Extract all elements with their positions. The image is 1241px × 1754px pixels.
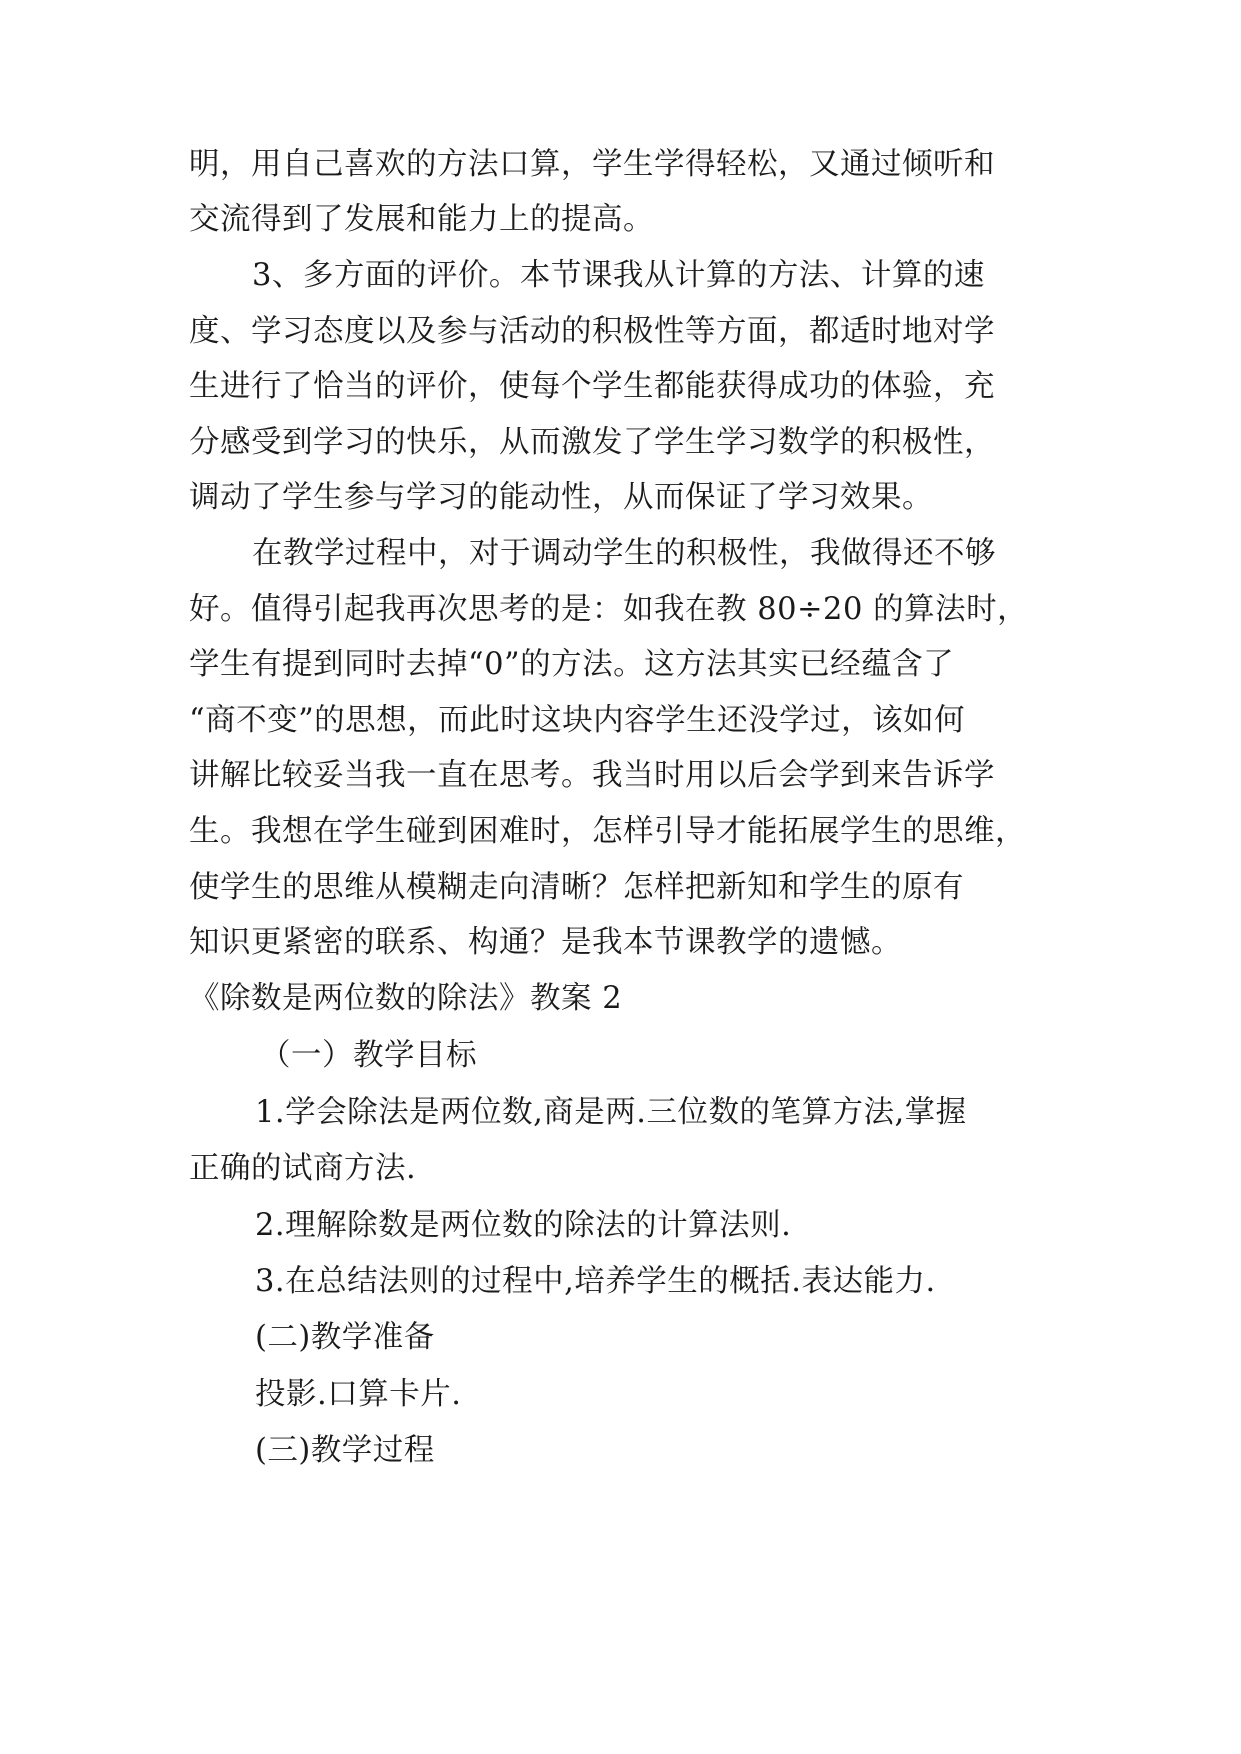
section-heading: (二)教学准备 bbox=[255, 1320, 435, 1355]
list-item: 3.在总结法则的过程中,培养学生的概括.表达能力. bbox=[255, 1264, 936, 1299]
paragraph-line: 讲解比较妥当我一直在思考。我当时用以后会学到来告诉学 bbox=[189, 758, 995, 793]
list-item: 2.理解除数是两位数的除法的计算法则. bbox=[255, 1208, 792, 1243]
paragraph-line: “商不变”的思想，而此时这块内容学生还没学过，该如何 bbox=[189, 703, 966, 738]
section-heading: (三)教学过程 bbox=[255, 1433, 435, 1468]
paragraph-line: 使学生的思维从模糊走向清晰？怎样把新知和学生的原有 bbox=[189, 870, 964, 905]
paragraph-line: 3、多方面的评价。本节课我从计算的方法、计算的速 bbox=[252, 258, 985, 293]
paragraph-line: 度、学习态度以及参与活动的积极性等方面，都适时地对学 bbox=[189, 314, 995, 349]
section-title: 《除数是两位数的除法》教案 2 bbox=[189, 981, 623, 1016]
paragraph-line: 生进行了恰当的评价，使每个学生都能获得成功的体验，充 bbox=[189, 369, 995, 404]
paragraph-line: 明，用自己喜欢的方法口算，学生学得轻松，又通过倾听和 bbox=[189, 147, 995, 182]
list-item: 1.学会除法是两位数,商是两.三位数的笔算方法,掌握 bbox=[255, 1095, 967, 1130]
paragraph-line: 在教学过程中，对于调动学生的积极性，我做得还不够 bbox=[252, 536, 996, 571]
section-heading: （一）教学目标 bbox=[260, 1038, 477, 1073]
paragraph-line: 交流得到了发展和能力上的提高。 bbox=[189, 202, 654, 237]
paragraph-line: 调动了学生参与学习的能动性，从而保证了学习效果。 bbox=[189, 480, 933, 515]
paragraph-line: 分感受到学习的快乐，从而激发了学生学习数学的积极性， bbox=[189, 425, 995, 460]
list-item-continuation: 正确的试商方法. bbox=[189, 1151, 417, 1186]
paragraph-line: 好。值得引起我再次思考的是：如我在教 80÷20 的算法时， bbox=[189, 592, 1029, 627]
paragraph-line: 知识更紧密的联系、构通？是我本节课教学的遗憾。 bbox=[189, 925, 902, 960]
paragraph-line: 投影.口算卡片. bbox=[255, 1377, 462, 1412]
paragraph-line: 学生有提到同时去掉“0”的方法。这方法其实已经蕴含了 bbox=[189, 647, 955, 682]
paragraph-line: 生。我想在学生碰到困难时，怎样引导才能拓展学生的思维， bbox=[189, 814, 1026, 849]
